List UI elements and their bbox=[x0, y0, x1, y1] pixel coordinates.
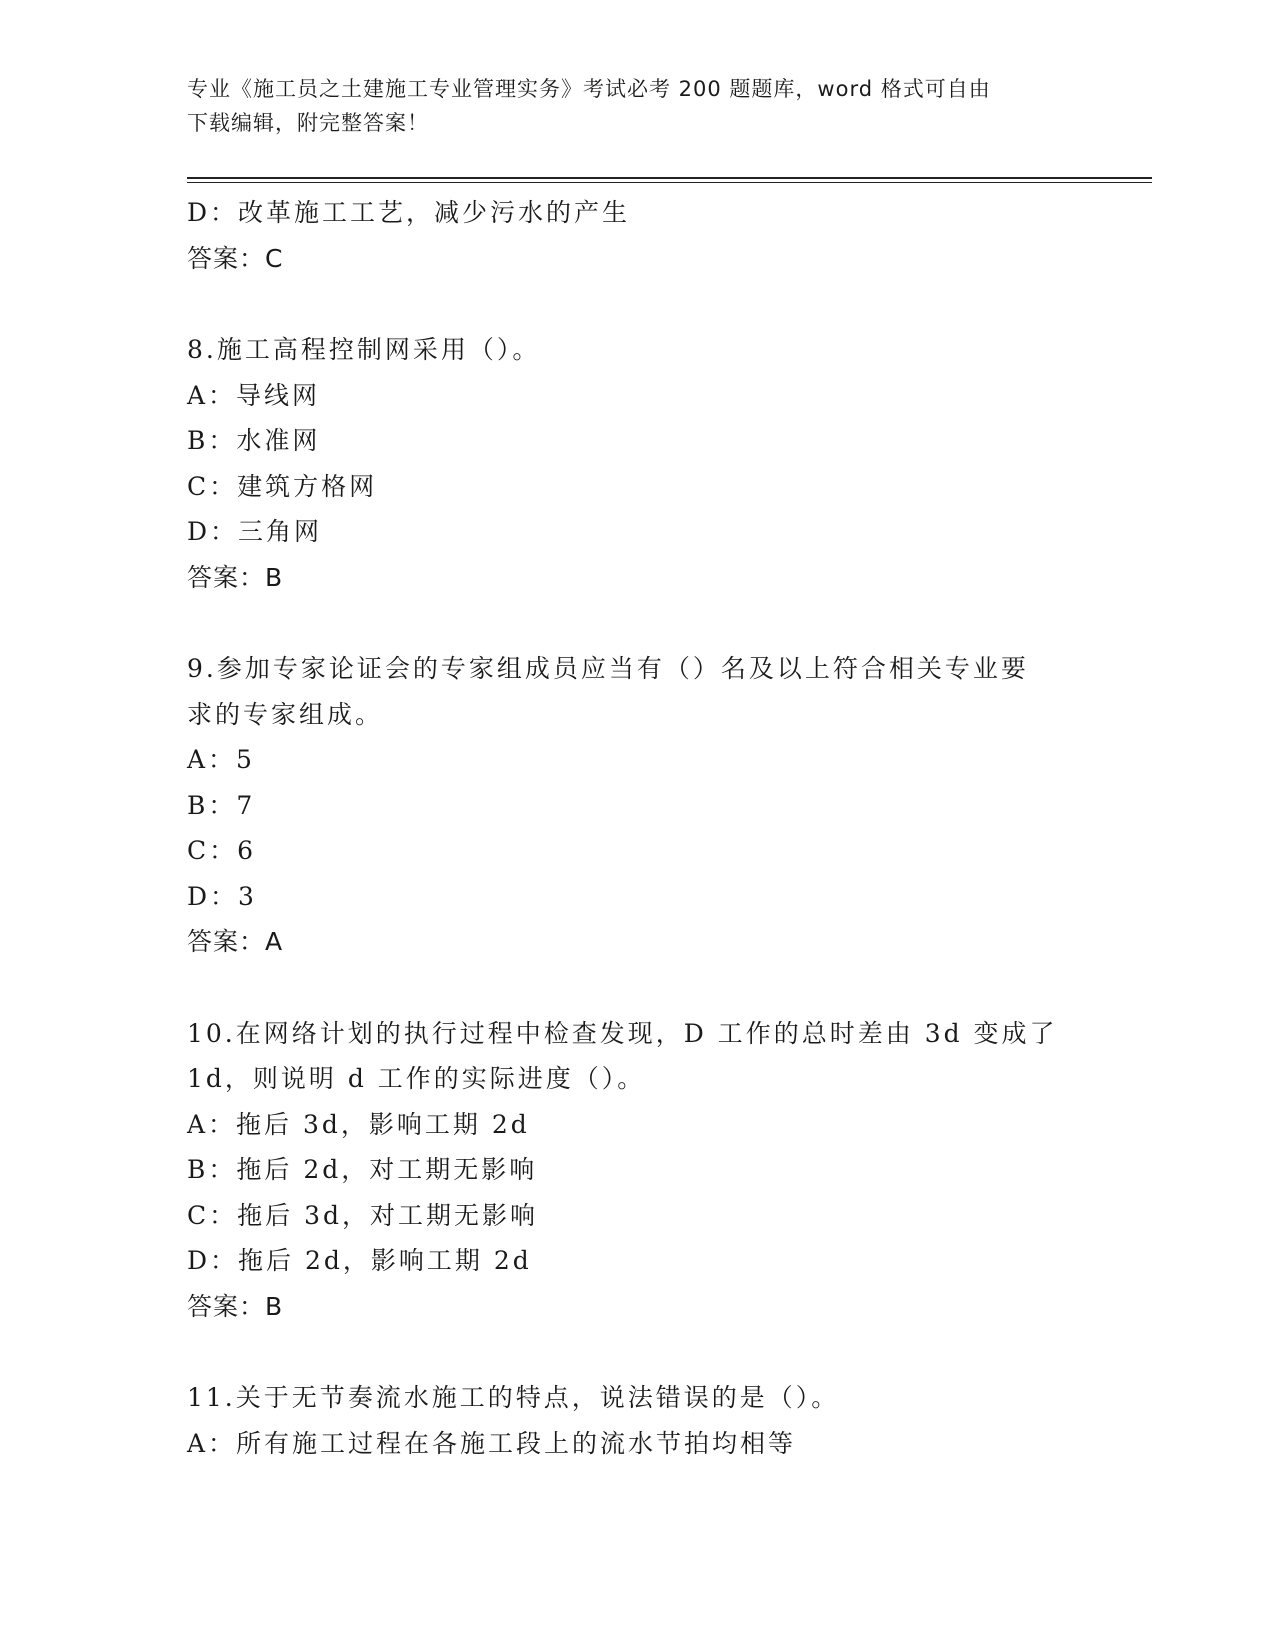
option-b: B：7 bbox=[187, 790, 256, 820]
question-stem: 8.施工高程控制网采用（）。 bbox=[187, 335, 541, 364]
question-stem: 10.在网络计划的执行过程中检查发现，D 工作的总时差由 3d 变成了 bbox=[187, 1018, 1058, 1048]
question-stem-continued: 求的专家组成。 bbox=[187, 699, 384, 729]
question-stem: 11.关于无节奏流水施工的特点，说法错误的是（）。 bbox=[187, 1383, 840, 1412]
option-a: A：导线网 bbox=[187, 380, 321, 410]
answer-line: 答案：A bbox=[187, 927, 284, 956]
option-d: D：三角网 bbox=[187, 517, 323, 546]
option-a: A：5 bbox=[187, 745, 255, 774]
question-11 bbox=[187, 1375, 1087, 1466]
option-b: B：拖后 2d，对工期无影响 bbox=[187, 1155, 538, 1184]
question-8 bbox=[187, 327, 1087, 600]
spacer bbox=[187, 600, 1087, 646]
answer-line: 答案：B bbox=[187, 562, 284, 592]
option-a: A：所有施工过程在各施工段上的流水节拍均相等 bbox=[187, 1428, 797, 1458]
option-a: A：拖后 3d，影响工期 2d bbox=[187, 1109, 530, 1139]
answer-line: 答案：B bbox=[187, 1291, 284, 1321]
question-stem: 9.参加专家论证会的专家组成员应当有（）名及以上符合相关专业要 bbox=[187, 654, 1029, 683]
question-9 bbox=[187, 646, 1087, 965]
option-d: D：拖后 2d，影响工期 2d bbox=[187, 1246, 532, 1275]
option-c: C：6 bbox=[187, 836, 257, 865]
option-c: C：拖后 3d，对工期无影响 bbox=[187, 1200, 538, 1230]
option-b: B：水准网 bbox=[187, 426, 321, 455]
question-list bbox=[187, 190, 1087, 1466]
header-title-line-1: 专业《施工员之土建施工专业管理实务》考试必考 200 题题库，word 格式可自由 bbox=[187, 77, 991, 101]
question-10 bbox=[187, 1011, 1087, 1330]
answer-line: 答案：C bbox=[187, 243, 284, 273]
option-d: D：3 bbox=[187, 881, 257, 911]
spacer bbox=[187, 965, 1087, 1011]
header-divider bbox=[187, 177, 1152, 183]
option-d: D：改革施工工艺，减少污水的产生 bbox=[187, 198, 631, 227]
spacer bbox=[187, 281, 1087, 327]
option-c: C：建筑方格网 bbox=[187, 471, 378, 501]
header-title-line-2: 下载编辑，附完整答案！ bbox=[187, 111, 429, 135]
question-stem-continued: 1d，则说明 d 工作的实际进度（）。 bbox=[187, 1064, 646, 1093]
document-header bbox=[187, 72, 1067, 140]
spacer bbox=[187, 1329, 1087, 1375]
